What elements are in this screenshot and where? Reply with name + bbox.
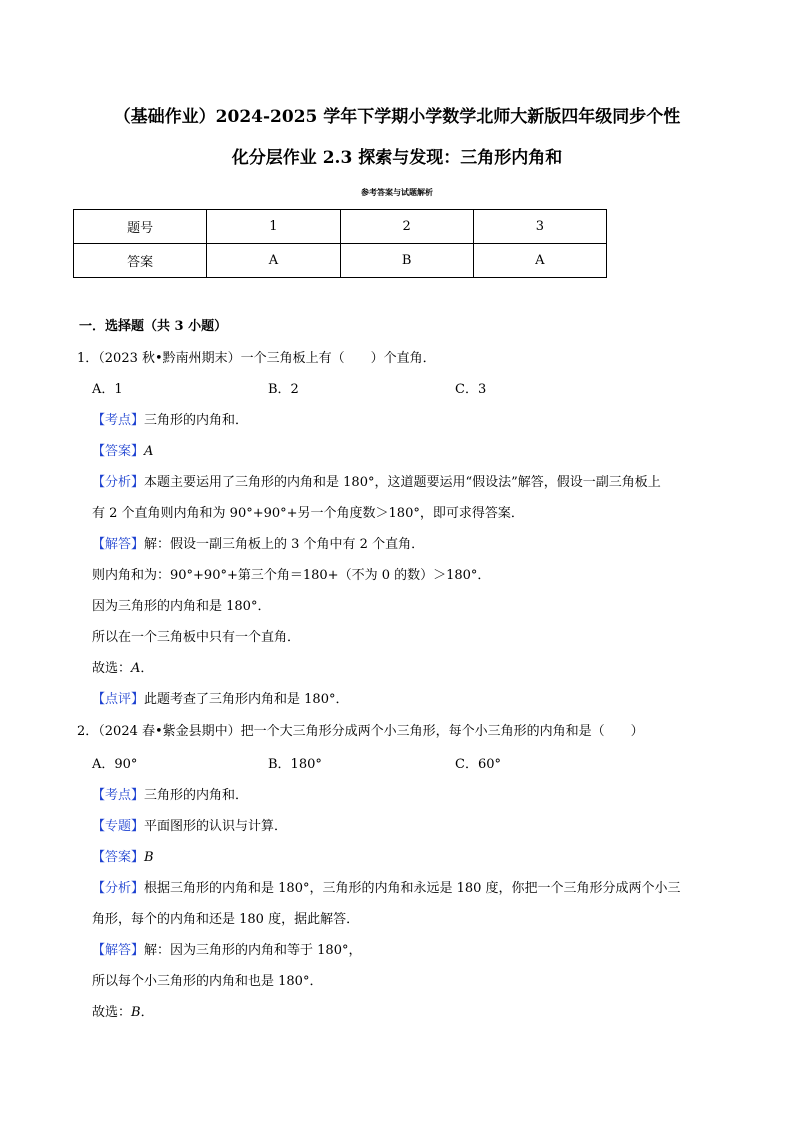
q1-choice-prefix: 故选：	[92, 661, 132, 676]
q1-choice-answer: A	[131, 661, 141, 676]
q2-fenxi-line-1	[92, 880, 681, 898]
answer-table-cell: 2	[340, 210, 473, 244]
tag-kaodian: 【考点】	[92, 788, 145, 803]
q2-jieda-text-1: 解：因为三角形的内角和等于 180°，	[144, 943, 362, 958]
q1-fenxi-text-1: 本题主要运用了三角形的内角和是 180°，这道题要运用“假设法”解答，假设一副三角板上	[144, 475, 661, 490]
answer-table-cell: 3	[473, 210, 606, 244]
tag-kaodian: 【考点】	[92, 413, 145, 428]
q2-zhuanti	[92, 818, 287, 836]
q2-zhuanti-text: 平面图形的认识与计算．	[144, 819, 288, 834]
q1-daan	[92, 443, 153, 461]
q2-fenxi-text-1: 根据三角形的内角和是 180°，三角形的内角和永远是 180 度，你把一个三角形分成两个小三	[144, 881, 681, 896]
answer-table-cell: 1	[207, 210, 340, 244]
q1-dianping	[92, 691, 348, 709]
answer-table-cell: A	[473, 244, 606, 278]
q1-choice-suffix: ．	[140, 661, 154, 676]
answer-table-cell: B	[340, 244, 473, 278]
answer-table	[73, 209, 607, 278]
q2-choice-answer: B	[131, 1005, 141, 1020]
answer-table-cell: A	[207, 244, 340, 278]
q2-kaodian-text: 三角形的内角和．	[144, 788, 249, 803]
q1-stem: 1．（2023 秋•黔南州期末）一个三角板上有（ ）个直角．	[77, 351, 436, 366]
q2-option-b: B．180°	[268, 757, 322, 772]
q2-option-a: A．90°	[92, 757, 138, 772]
q2-fenxi-line-2: 角形，每个的内角和还是 180 度，据此解答．	[92, 912, 360, 927]
answer-table-cell: 答案	[74, 244, 207, 278]
q1-daan-text: A	[144, 444, 154, 459]
q1-jieda-line-4: 所以在一个三角板中只有一个直角．	[92, 630, 301, 645]
tag-daan: 【答案】	[92, 444, 145, 459]
tag-fenxi: 【分析】	[92, 881, 145, 896]
q1-option-a: A．1	[92, 382, 123, 397]
q1-fenxi-line-2: 有 2 个直角则内角和为 90°+90°+另一个角度数＞180°，即可求得答案．	[92, 506, 524, 521]
answer-table-answer-row	[74, 244, 607, 278]
q1-kaodian-text: 三角形的内角和．	[144, 413, 249, 428]
q1-jieda-line-1	[92, 536, 424, 554]
q1-jieda-line-5	[92, 660, 153, 678]
tag-daan: 【答案】	[92, 850, 145, 865]
q1-jieda-text-1: 解：假设一副三角板上的 3 个角中有 2 个直角．	[144, 537, 425, 552]
q2-stem: 2．（2024 春•紫金县期中）把一个大三角形分成两个小三角形，每个小三角形的内角和是（ ）	[77, 724, 644, 739]
q1-jieda-line-3: 因为三角形的内角和是 180°．	[92, 599, 271, 614]
q1-dianping-text: 此题考查了三角形内角和是 180°．	[144, 692, 349, 707]
q1-kaodian	[92, 412, 248, 430]
tag-dianping: 【点评】	[92, 692, 145, 707]
q2-daan-text: B	[144, 850, 154, 865]
q2-daan	[92, 849, 154, 867]
document-subtitle: 参考答案与试题解析	[361, 188, 433, 197]
q2-jieda-line-3	[92, 1004, 154, 1022]
answer-table-header-row	[74, 210, 607, 244]
tag-jieda: 【解答】	[92, 537, 145, 552]
q2-option-c: C．60°	[455, 757, 501, 772]
q1-fenxi-line-1	[92, 474, 661, 492]
q1-option-c: C．3	[455, 382, 487, 397]
q2-choice-suffix: ．	[140, 1005, 154, 1020]
q2-jieda-line-1	[92, 942, 361, 960]
answer-table-cell: 题号	[74, 210, 207, 244]
q2-kaodian	[92, 787, 248, 805]
section-title: 一．选择题（共 3 小题）	[79, 319, 228, 334]
q2-jieda-line-2: 所以每个小三角形的内角和也是 180°．	[92, 974, 323, 989]
tag-jieda: 【解答】	[92, 943, 145, 958]
tag-zhuanti: 【专题】	[92, 819, 145, 834]
q2-choice-prefix: 故选：	[92, 1005, 132, 1020]
tag-fenxi: 【分析】	[92, 475, 145, 490]
q1-option-b: B．2	[268, 382, 299, 397]
document-title-line-1: （基础作业）2024-2025 学年下学期小学数学北师大新版四年级同步个性	[113, 107, 681, 127]
q1-jieda-line-2: 则内角和为：90°+90°+第三个角＝180+（不为 0 的数）＞180°．	[92, 568, 491, 583]
document-title-line-2: 化分层作业 2.3 探索与发现：三角形内角和	[231, 148, 563, 168]
